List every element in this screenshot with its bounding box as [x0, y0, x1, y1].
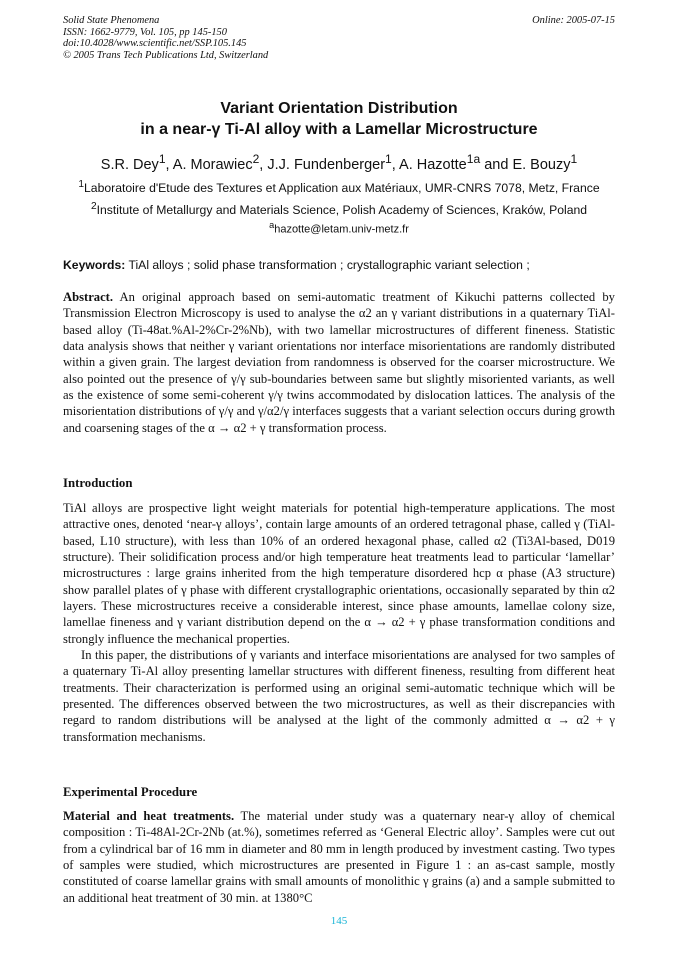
issn-line: ISSN: 1662-9779, Vol. 105, pp 145-150 — [63, 26, 227, 38]
abstract-text: An original approach based on semi-automatic treatment of Kikuchi patterns collected by Transmission Electron Microscopy is used to analyse the α2 an γ variant distributions in a quaternary TiAl-based alloy (Ti-48at.%Al-2%Cr-2%Nb), with two lamellar microstructures of different fineness. Statistic data analysis shows that neither γ variant orientations nor interface misorientations are randomly distributed within a given grain. The largest deviation from randomness is observed for the coarser microstructure. We also pointed out the presence of γ/γ sub-boundaries between same but slightly misoriented variants, as well as the existence of some semi-coherent γ/γ twins accommodated by dislocation lattices. The analysis of the misorientation distributions of γ/γ and γ/α2/γ interfaces suggests that a variant selection occurs during growth and coarsening stages of the α → α2 + γ transformation process. — [63, 290, 615, 435]
online-date: Online: 2005-07-15 — [532, 15, 615, 26]
material-subheading: Material and heat treatments. — [63, 809, 235, 823]
introduction-paragraph-1: TiAl alloys are prospective light weight materials for potential high-temperature applications. The most attractive ones, denoted ‘near-γ alloys’, contain large amounts of an ordered tetragonal phase, called γ (TiAl-based, L10 structure), with less than 10% of an ordered hexagonal phase, called α2 (Ti3Al-based, D019 structure). Their solidification process and/or high temperature heat treatments lead to particular ‘lamellar’ microstructures : large grains inherited from the high temperature disordered hcp α phase (A3 structure) show parallel plates of γ phase with different crystallographic orientations, occasionally separated by thin α2 layers. These microstructures receive a considerable interest, since phase amounts, lamellae colony size, lamellae fineness and γ variant distribution depend on the α → α2 + γ phase transformation conditions and strongly influence the mechanical properties. — [63, 501, 615, 646]
journal-name: Solid State Phenomena — [63, 15, 160, 26]
introduction-body — [63, 500, 615, 745]
experimental-body — [63, 808, 615, 906]
author-5: E. Bouzy — [512, 156, 571, 173]
author-list: S.R. Dey$^1$, A. Morawiec$^2$, J.J. Fundenberger$^1$, A. Hazotte$^{1a}$ and E. Bouzy$^1$ — [100, 152, 578, 173]
author-4: A. Hazotte — [399, 156, 467, 173]
title-line-2: in a near-γ Ti-Al alloy with a Lamellar Microstructure — [140, 121, 538, 138]
affiliation-2: $^2$Institute of Metallurgy and Materials Science, Polish Academy of Sciences, Kraków, Poland — [90, 201, 588, 218]
introduction-heading: Introduction — [63, 476, 133, 490]
keywords — [63, 258, 615, 272]
author-2: A. Morawiec — [172, 156, 253, 173]
author-1: S.R. Dey — [100, 156, 159, 173]
copyright-line: © 2005 Trans Tech Publications Ltd, Switzerland — [63, 49, 269, 61]
affiliation-1: $^1$Laboratoire d'Etude des Textures et Application aux Matériaux, UMR-CNRS 7078, Metz, France — [78, 179, 600, 196]
abstract — [63, 289, 615, 436]
corresponding-email[interactable]: $^a$hazotte@letam.univ-metz.fr — [269, 220, 409, 236]
title-line-1: Variant Orientation Distribution — [220, 100, 458, 117]
material-text: The material under study was a quaternary near-γ alloy of chemical composition : Ti-48Al-2Cr-2Nb (at.%), sometimes referred as ‘General Electric alloy’. Samples were cut out from a cylindrical bar of 16 mm in diameter and 80 mm in length produced by investment casting. Two types of samples were studied, which microstructures are presented in Figure 1 : an as-cast sample, mostly constituted of coarse lamellar grains with small amounts of monolithic γ grains (a) and a sample submitted to an additional heat treatment of 30 min. at 1380°C — [63, 809, 616, 905]
page-number: 145 — [330, 915, 348, 927]
journal-header — [63, 15, 423, 61]
keywords-text: TiAl alloys ; solid phase transformation ; crystallographic variant selection ; — [128, 258, 530, 272]
doi-line: doi:10.4028/www.scientific.net/SSP.105.145 — [63, 38, 247, 50]
experimental-heading: Experimental Procedure — [63, 785, 198, 799]
author-3: J.J. Fundenberger — [267, 156, 386, 173]
keywords-label: Keywords: — [63, 258, 126, 272]
abstract-label: Abstract. — [63, 290, 114, 304]
introduction-paragraph-2: In this paper, the distributions of γ variants and interface misorientations are analysed for two samples of a quaternary Ti-Al alloy presenting lamellar structures with different fineness, resulting from different heat treatments. Their characterization is performed using an original semi-automatic technique which will be presented. The differences observed between the two microstructures, as well as their discrepancies with regard to random distributions will be analysed at the light of the commonly admitted α → α2 + γ transformation mechanisms. — [63, 648, 615, 744]
